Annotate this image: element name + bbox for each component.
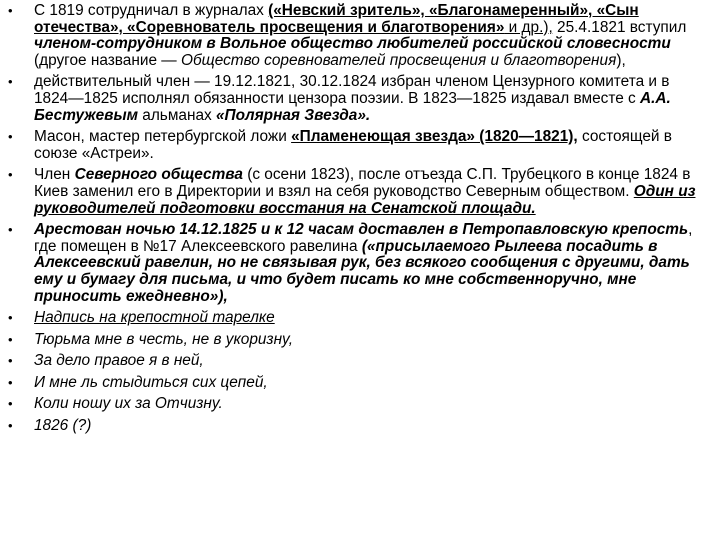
bullet-icon: • [8, 374, 13, 390]
bullet-list [0, 3, 720, 435]
text-segment: И мне ль стыдиться сих цепей, [34, 373, 268, 391]
list-item-mason [0, 129, 720, 162]
bullet-icon: • [8, 331, 13, 347]
text-segment: «Полярная Звезда». [216, 106, 371, 124]
text-segment: (с осени 1823), после отъезда С.П. Трубецкого в конце 1824 в Киев заменил его в Директории и взял на себя руководство Северным обществом. [34, 166, 691, 200]
bullet-icon: • [8, 353, 13, 369]
text-segment: Масон, мастер петербургской ложи [34, 128, 292, 146]
text-segment: Коли ношу их за Отчизну. [34, 395, 223, 413]
bullet-icon: • [8, 222, 13, 238]
text-segment: Надпись на крепостной тарелке [34, 309, 275, 327]
bullet-icon: • [8, 396, 13, 412]
text-segment: действительный член — 19.12.1821, 30.12.1824 избран членом Цензурного комитета и в 1824—1825 исполнял обязанности цензора поэзии. В 1823—1825 издавал вместе с [34, 73, 670, 107]
text-segment: Северного общества [74, 166, 243, 184]
text-segment: 1826 (?) [34, 417, 92, 435]
text-segment: За дело правое я в ней, [34, 352, 204, 370]
text-segment: Общество соревнователей просвещения и благотворения [180, 51, 617, 69]
text-segment: «Пламенеющая звезда» (1820—1821), [291, 128, 578, 146]
bullet-icon: • [8, 418, 13, 434]
list-item-northern [0, 167, 720, 217]
text-segment: членом-сотрудником в Вольное общество любителей российской словесности [34, 35, 671, 53]
bullet-icon: • [8, 129, 13, 145]
list-item-inscription [0, 310, 720, 327]
list-item-censor [0, 74, 720, 124]
list-item-verse-2 [0, 353, 720, 370]
text-segment: и др.), [504, 18, 553, 36]
bullet-icon: • [8, 167, 13, 183]
list-item-arrest [0, 222, 720, 305]
list-item-journals [0, 3, 720, 69]
text-segment: , где помещен в №17 Алексеевского равелина [34, 221, 693, 255]
text-segment: Арестован ночью 14.12.1825 и к 12 часам доставлен в Петропавловскую крепость [34, 221, 689, 239]
text-segment: («присылаемого Рылеева посадить в Алексеевский равелин, но не связывая рук, без всякого сообщения с другими, дать ему и бумагу для письма, и что будет писать ко мне собственноручно, мне приносить ежедневно»), [34, 237, 690, 305]
bullet-icon: • [8, 3, 13, 18]
text-segment: А.А. Бестужевым [34, 89, 671, 124]
text-segment: Член [34, 166, 75, 184]
list-item-verse-1 [0, 332, 720, 349]
text-segment: (другое название — [34, 51, 181, 69]
text-segment: альманах [137, 106, 216, 124]
bullet-icon: • [8, 74, 13, 90]
list-item-verse-3 [0, 375, 720, 392]
text-segment: («Невский зритель», «Благонамеренный», «Сын отечества», «Соревнователь просвещения и благотворения» [34, 2, 639, 36]
text-segment: Тюрьма мне в честь, не в укоризну, [34, 330, 294, 348]
text-segment: 25.4.1821 вступил [552, 18, 687, 36]
text-segment: Один из руководителей подготовки восстания на Сенатской площади. [34, 182, 696, 217]
text-segment: ), [616, 51, 626, 69]
text-segment: состоящей в союзе «Астреи». [34, 128, 672, 162]
list-item-year [0, 418, 720, 435]
bullet-icon: • [8, 310, 13, 326]
list-item-verse-4 [0, 396, 720, 413]
text-segment: С 1819 сотрудничал в журналах [34, 2, 269, 19]
